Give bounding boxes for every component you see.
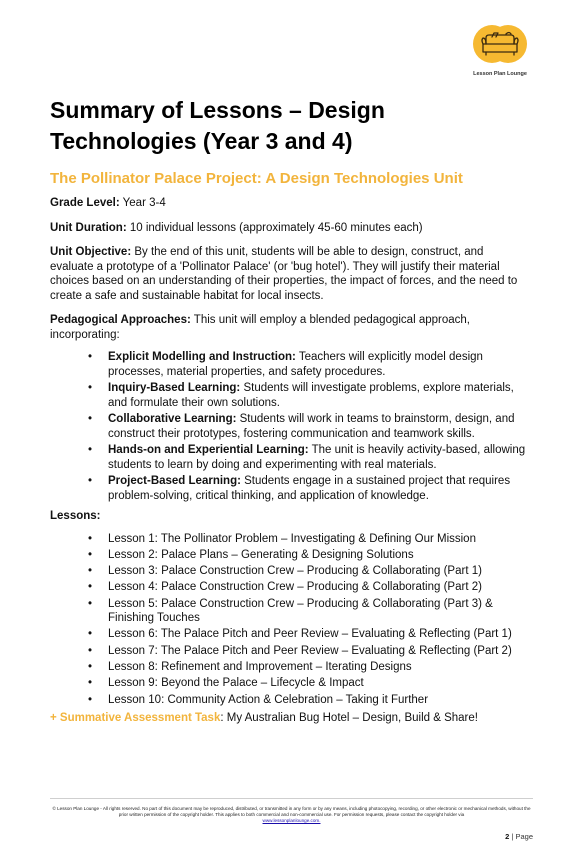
approach-label: Explicit Modelling and Instruction: <box>108 351 296 363</box>
pedagogical-value: This unit will employ a blended pedagogical approach, incorporating: <box>50 314 470 341</box>
pedagogical-label: Pedagogical Approaches: <box>50 314 191 326</box>
unit-duration <box>50 221 530 236</box>
approach-text: The unit is heavily activity-based, allowing students to learn by doing and experimenting with real materials. <box>108 444 526 471</box>
unit-objective-label: Unit Objective: <box>50 246 132 258</box>
footer-divider <box>50 798 533 799</box>
summative-text: : My Australian Bug Hotel – Design, Build & Share! <box>220 712 478 725</box>
summative-highlight: + Summative Assessment Task <box>50 712 221 725</box>
document-body <box>50 95 530 726</box>
list-item <box>108 412 530 441</box>
pedagogical-approaches <box>50 313 530 342</box>
approach-text: Students engage in a sustained project that requires problem-solving, critical thinking, and application of knowledge. <box>108 475 511 502</box>
approach-text: Teachers will explicitly model design processes, material properties, and safety procedures. <box>108 351 483 378</box>
logo-text: Lesson Plan Lounge <box>473 71 527 77</box>
page-number-value: 2 <box>505 832 510 841</box>
grade-level-value: Year 3-4 <box>119 197 166 209</box>
list-item <box>108 443 530 472</box>
lesson-item: • Lesson 8: Refinement and Improvement – Iterating Designs <box>108 660 530 675</box>
list-item <box>108 350 530 379</box>
website-link[interactable]: www.lessonplanlounge.com. <box>262 818 321 824</box>
lessons-heading <box>50 509 530 524</box>
approach-text: Students will investigate problems, explore materials, and formulate their own solutions. <box>108 382 514 409</box>
footer-copyright <box>50 806 533 825</box>
unit-subtitle: The Pollinator Palace Project: A Design Technologies Unit <box>50 170 463 187</box>
grade-level-label: Grade Level: <box>50 197 120 209</box>
lesson-item: • Lesson 2: Palace Plans – Generating & Designing Solutions <box>108 548 530 563</box>
approach-label: Inquiry-Based Learning: <box>108 382 241 394</box>
lesson-item: • Lesson 5: Palace Construction Crew – Producing & Collaborating (Part 3) & Finishing Touches <box>108 597 530 626</box>
lesson-item: • Lesson 7: The Palace Pitch and Peer Review – Evaluating & Reflecting (Part 2) <box>108 644 530 659</box>
page-label: Page <box>515 832 533 841</box>
unit-duration-value: 10 individual lessons (approximately 45-60 minutes each) <box>126 221 423 234</box>
approach-text: Students will work in teams to brainstorm, design, and construct their prototypes, fostering communication and teamwork skills. <box>108 413 515 440</box>
approaches-list <box>108 350 530 503</box>
copyright-text: © Lesson Plan Lounge - All rights reserved. No part of this document may be reproduced, distributed, or transmitted in any form or by any means, including photocopying, recording, or other electronic or mechanical methods, without the prior written permission of the copyright holder. This applies to both commercial and non-commercial use. For permission requests, please contact the copyright holder via <box>52 806 531 818</box>
summative-task <box>50 711 530 726</box>
lesson-item: • Lesson 9: Beyond the Palace – Lifecycle & Impact <box>108 676 530 691</box>
unit-objective-value: By the end of this unit, students will be able to design, construct, and evaluate a prototype of a 'Pollinator Palace' (or 'bug hotel'). They will justify their material choices based on an understanding of their properties, the impact of forces, and the need to create a safe and sustainable habitat for local insects. <box>50 246 518 302</box>
sofa-logo-icon <box>466 22 534 70</box>
logo <box>466 22 534 80</box>
approach-label: Project-Based Learning: <box>108 475 241 487</box>
grade-level <box>50 196 530 211</box>
lessons-label: Lessons: <box>50 510 101 522</box>
lesson-item: • Lesson 6: The Palace Pitch and Peer Review – Evaluating & Reflecting (Part 1) <box>108 627 530 642</box>
unit-duration-label: Unit Duration: <box>50 221 127 234</box>
approach-label: Collaborative Learning: <box>108 413 237 425</box>
page-number <box>480 832 533 841</box>
lesson-item: • Lesson 1: The Pollinator Problem – Investigating & Defining Our Mission <box>108 532 530 547</box>
lesson-item: • Lesson 10: Community Action & Celebration – Taking it Further <box>108 693 530 708</box>
list-item <box>108 381 530 410</box>
lesson-item: • Lesson 4: Palace Construction Crew – Producing & Collaborating (Part 2) <box>108 580 530 595</box>
page-separator: | <box>509 832 516 841</box>
lessons-list <box>108 532 530 708</box>
page-title: Summary of Lessons – Design Technologies (Year 3 and 4) <box>50 97 385 154</box>
list-item <box>108 474 530 503</box>
unit-objective <box>50 245 530 303</box>
approach-label: Hands-on and Experiential Learning: <box>108 444 309 456</box>
lesson-item: • Lesson 3: Palace Construction Crew – Producing & Collaborating (Part 1) <box>108 564 530 579</box>
